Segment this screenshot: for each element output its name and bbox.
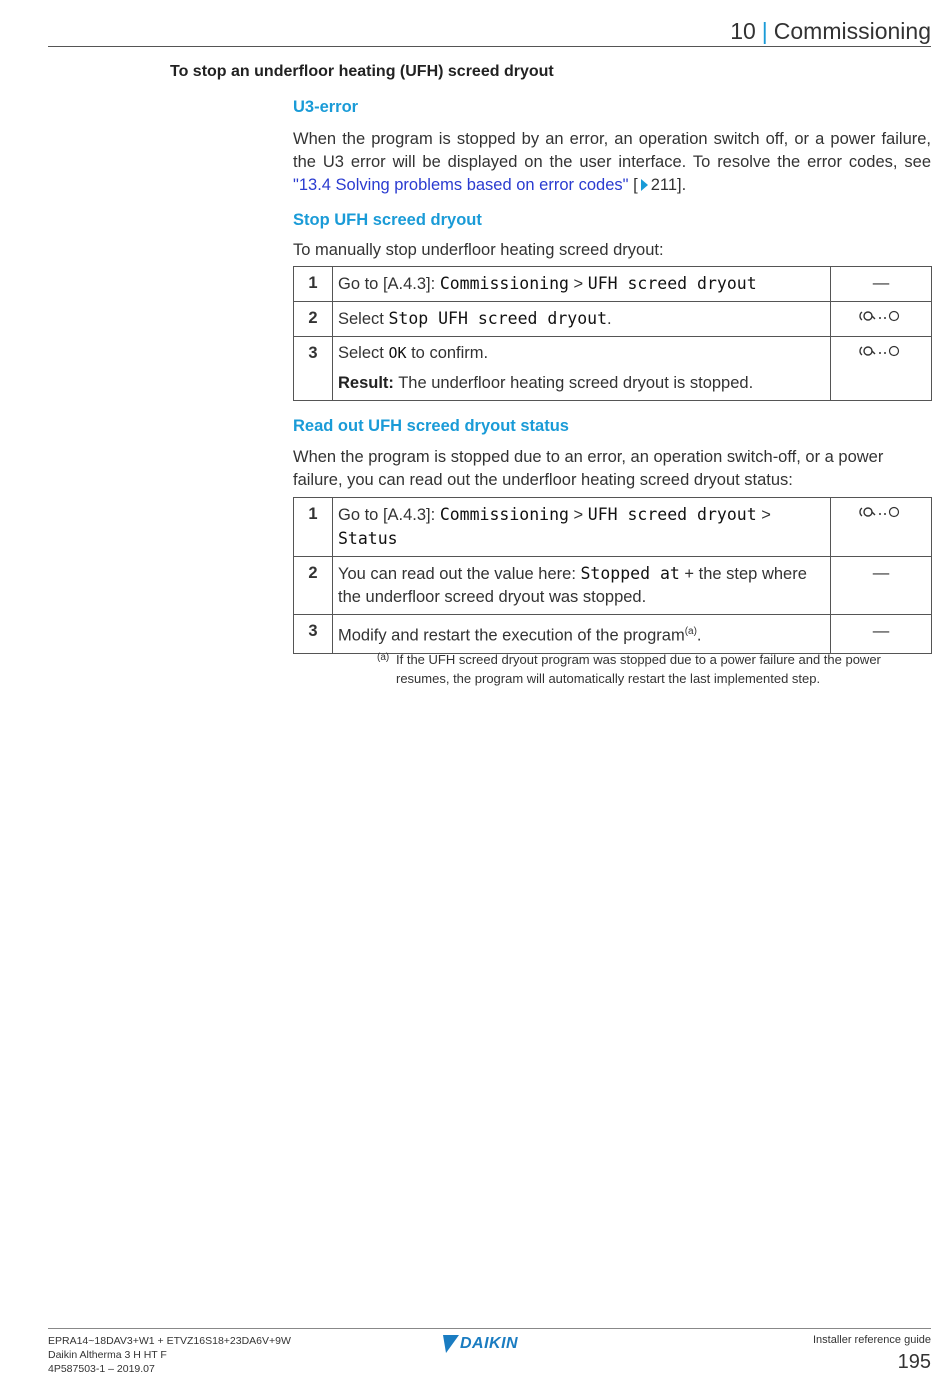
step-text: Go to [A.4.3]: [338,275,440,293]
u3-error-paragraph [293,128,931,197]
step-description [333,498,831,557]
daikin-logo-text: DAIKIN [460,1335,519,1352]
step-icon-cell [831,557,932,615]
dial-icon [859,344,903,358]
table-row [294,302,932,337]
step-number: 2 [294,557,333,615]
menu-separator: > [756,506,771,524]
footer-model: EPRA14~18DAV3+W1 + ETVZ16S18+23DA6V+9W [48,1335,291,1347]
menu-code: Stopped at [580,564,680,583]
dash: — [872,274,890,292]
stop-ufh-intro: To manually stop underfloor heating screed dryout: [293,241,664,259]
stop-ufh-steps-table [293,266,932,401]
step-icon-cell [831,267,932,302]
step-text: You can read out the value here: [338,565,581,583]
step-text: Select [338,310,389,328]
menu-separator: > [568,275,588,293]
step-text: Go to [A.4.3]: [338,506,440,524]
step-description [333,267,831,302]
error-codes-link[interactable]: "13.4 Solving problems based on error codes" [293,176,629,194]
dial-icon [859,309,903,323]
step-text: . [607,310,612,328]
step-number: 1 [294,267,333,302]
table-row [294,498,932,557]
table-row [294,267,932,302]
chapter-number: 10 [730,18,756,44]
step-number: 3 [294,337,333,401]
step-icon-cell [831,337,932,401]
step-description [333,557,831,615]
menu-code: UFH screed dryout [587,274,757,293]
footnote [377,650,917,688]
step-text: . [696,626,702,645]
page-ref-arrow-icon [641,179,648,191]
chapter-title [730,18,931,45]
page-header [48,16,931,47]
footer-doc-id: 4P587503-1 – 2019.07 [48,1363,155,1375]
dash: — [872,622,890,640]
menu-separator: > [568,506,588,524]
readout-heading: Read out UFH screed dryout status [293,417,569,435]
step-text: to confirm. [406,344,489,362]
main-content [293,98,931,654]
step-description [333,302,831,337]
step-icon-cell [831,302,932,337]
step-icon-cell [831,498,932,557]
table-row [294,337,932,401]
step-description [333,615,831,654]
dash: — [872,564,890,582]
step-text: + the step where the underfloor screed dryout was stopped. [338,565,807,606]
stop-ufh-heading: Stop UFH screed dryout [293,211,482,229]
daikin-logo-icon [440,1334,460,1354]
footnote-marker: (a) [684,626,697,637]
footnote-text: If the UFH screed dryout program was stopped due to a power failure and the power resumes, the program will automatically restart the last implemented step. [396,652,881,686]
footnote-mark: (a) [377,652,390,663]
header-separator: | [761,18,768,44]
step-text: Modify and restart the execution of the program [338,626,685,645]
chapter-name: Commissioning [773,18,931,44]
step-description [333,337,831,401]
step-number: 2 [294,302,333,337]
readout-steps-table [293,497,932,654]
menu-code: Commissioning [439,505,569,524]
dial-icon [859,505,903,519]
step-number: 1 [294,498,333,557]
page-ref-number[interactable]: 211 [650,176,677,194]
step-line [338,342,825,365]
page-number: 195 [897,1351,931,1373]
footer-guide-name: Installer reference guide [812,1334,931,1346]
ref-close: ]. [677,176,687,194]
step-number: 3 [294,615,333,654]
section-title: To stop an underfloor heating (UFH) screed dryout [170,63,554,80]
page-footer [48,1328,931,1375]
daikin-logo [440,1333,540,1355]
result-text: The underfloor heating screed dryout is stopped. [393,374,754,392]
menu-code: Stop UFH screed dryout [388,309,607,328]
ref-open: [ [633,176,638,194]
result-label: Result: [338,374,394,392]
menu-code: Commissioning [439,274,569,293]
table-row [294,557,932,615]
u3-error-heading: U3-error [293,98,359,116]
u3-text: When the program is stopped by an error, an operation switch off, or a power failure, the U3 error will be displayed on the user interface. To resolve the error codes, see [293,130,931,171]
footer-model-info [48,1334,291,1376]
menu-code: Status [338,529,398,548]
menu-code: UFH screed dryout [587,505,757,524]
step-result [338,372,825,395]
readout-intro: When the program is stopped due to an error, an operation switch-off, or a power failure, you can read out the underfloor heating screed dryout status: [293,448,884,489]
step-text: Select [338,344,389,362]
step-icon-cell [831,615,932,654]
footer-product: Daikin Altherma 3 H HT F [48,1349,167,1361]
ok-code: OK [388,344,407,362]
